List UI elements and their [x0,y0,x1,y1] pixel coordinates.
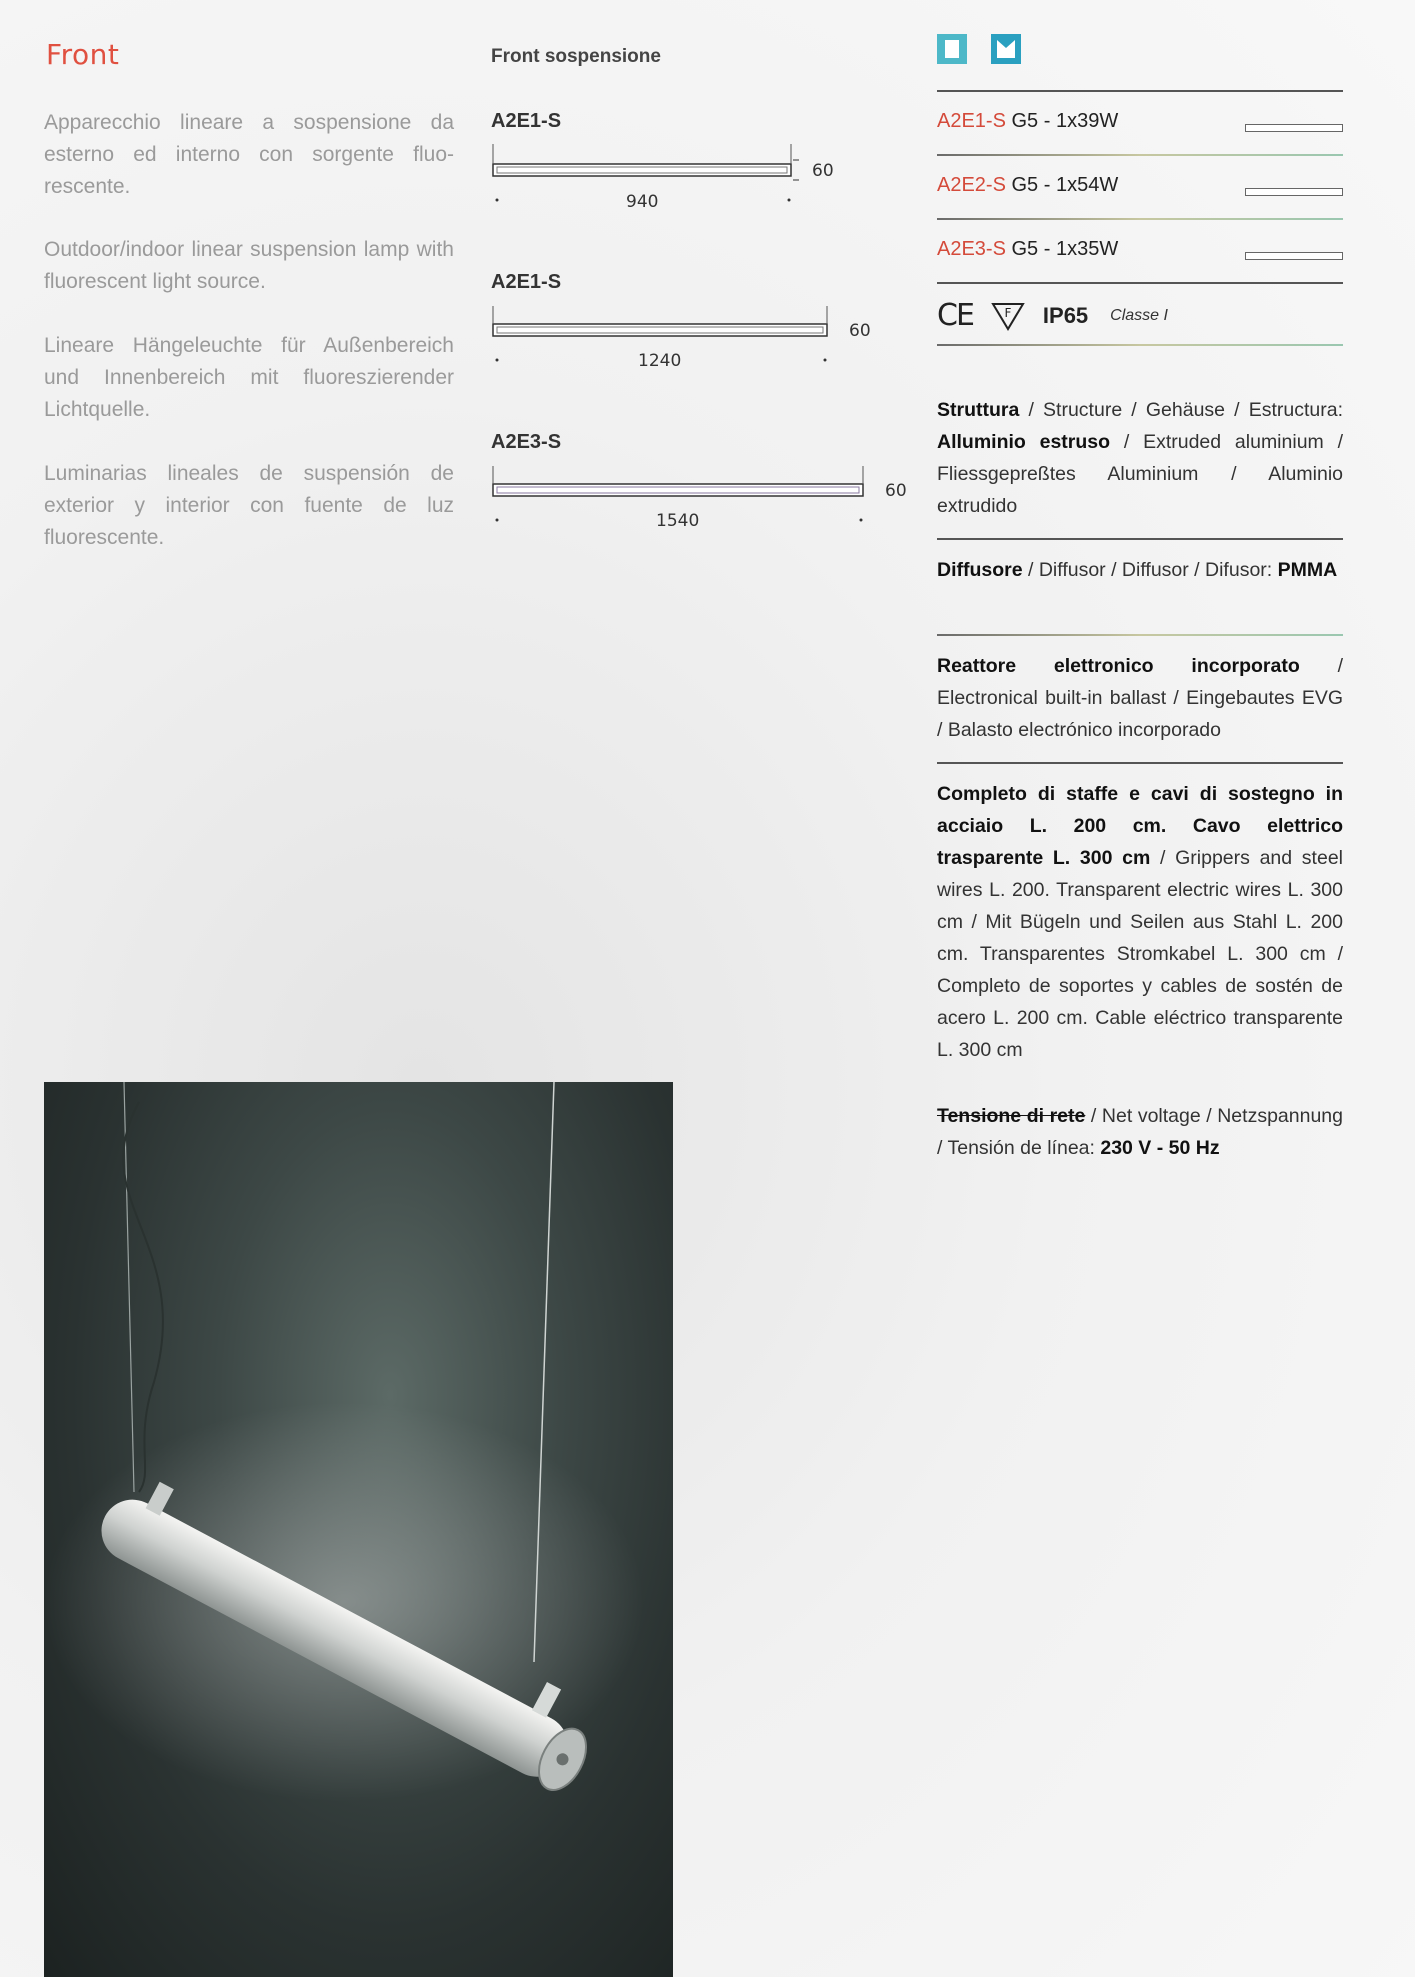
product-spec: G5 - 1x35W [1011,238,1119,260]
divider [937,154,1343,156]
outdoor-icon [991,34,1021,64]
spec-diffusor [937,554,1343,586]
drawing-height: 60 [849,321,871,341]
drawing-model-label: A2E1-S [491,271,562,293]
drawing-model-label: A2E1-S [491,110,562,132]
product-code: A2E3-S [937,238,1006,260]
spec-value: Alluminio estruso [937,431,1111,453]
product-spec: G5 - 1x39W [1011,110,1119,132]
spec-text: / Diffusor / Diffusor / Difusor: [1022,559,1278,581]
ce-mark: CE [937,298,973,333]
spec-ballast [937,650,1343,746]
spec-label: Reattore elettronico incorporato [937,655,1300,677]
product-thumbnail [1245,252,1343,260]
drawing-height: 60 [885,481,907,501]
product-row [937,110,1343,146]
drawing-height: 60 [812,161,834,181]
divider [937,90,1343,92]
divider [937,218,1343,220]
description-de: Lineare Hängeleuchte für Außenbereich und Innenbereich mit fluoreszierender Lichtquelle. [44,334,454,421]
product-thumbnail [1245,188,1343,196]
product-code: A2E2-S [937,174,1006,196]
spec-structure [937,394,1343,522]
spec-kit [937,778,1343,1066]
description-es: Luminarias lineales de suspensión de exterior y interior con fuente de luz fluorescente. [44,462,454,549]
drawing-length: 940 [626,192,659,212]
description-en: Outdoor/indoor linear suspension lamp with fluorescent light source. [44,238,454,293]
spec-value: 230 V - 50 Hz [1100,1137,1220,1159]
ip-rating: IP65 [1042,302,1089,328]
spec-label: Tensione di rete [937,1105,1086,1127]
divider [937,344,1343,346]
drawing-length: 1240 [638,351,682,371]
f-mark-icon [991,301,1025,331]
divider [937,762,1343,764]
insulation-class: Classe I [1110,306,1168,324]
spec-label: Completo di staffe e cavi di sostegno in acciaio L. 200 cm. Cavo elettrico trasparente L. 300 cm [937,783,1343,869]
lamp-drawing-940 [491,140,831,200]
spec-value: PMMA [1277,559,1338,581]
divider [937,282,1343,284]
product-code: A2E1-S [937,110,1006,132]
product-thumbnail [1245,124,1343,132]
spec-text: / Grippers and steel wires L. 200. Transparent electric wires L. 300 cm / Mit Bügeln und Seilen aus Stahl L. 200 cm. Transparentes Stromkabel L. 300 cm / Completo de soportes y cables de sostén de acero L. 200 cm. Cable eléctrico transparente L. 300 cm [937,847,1343,1061]
spec-text: / Net voltage / Netzspannung / Tensión de línea: [937,1105,1343,1159]
spec-label: Diffusore [937,559,1023,581]
f-mark-letter: F [1004,305,1012,320]
usage-icons [937,34,1021,64]
divider [937,538,1343,540]
spec-label: Struttura [937,399,1020,421]
brand-title: Front [46,38,120,71]
certifications [937,298,1168,333]
spec-text: / Extruded aluminium / Fliessgepreßtes Aluminium / Aluminio extrudido [937,431,1343,517]
description-it: Apparecchio lineare a sospensione da esterno ed interno con sorgente fluo-rescente. [44,111,454,198]
product-photo [44,1082,673,1977]
indoor-icon [937,34,967,64]
spec-text: / Electronical built-in ballast / Eingebautes EVG / Balasto electrónico incorporado [937,655,1343,741]
drawing-length: 1540 [656,511,700,531]
product-row [937,174,1343,210]
spec-text: / Structure / Gehäuse / Estructura: [1019,399,1343,421]
divider [937,634,1343,636]
drawing-model-label: A2E3-S [491,431,562,453]
spec-voltage [937,1100,1343,1164]
product-spec: G5 - 1x54W [1011,174,1119,196]
drawings-title: Front sospensione [491,46,661,67]
product-row [937,238,1343,274]
